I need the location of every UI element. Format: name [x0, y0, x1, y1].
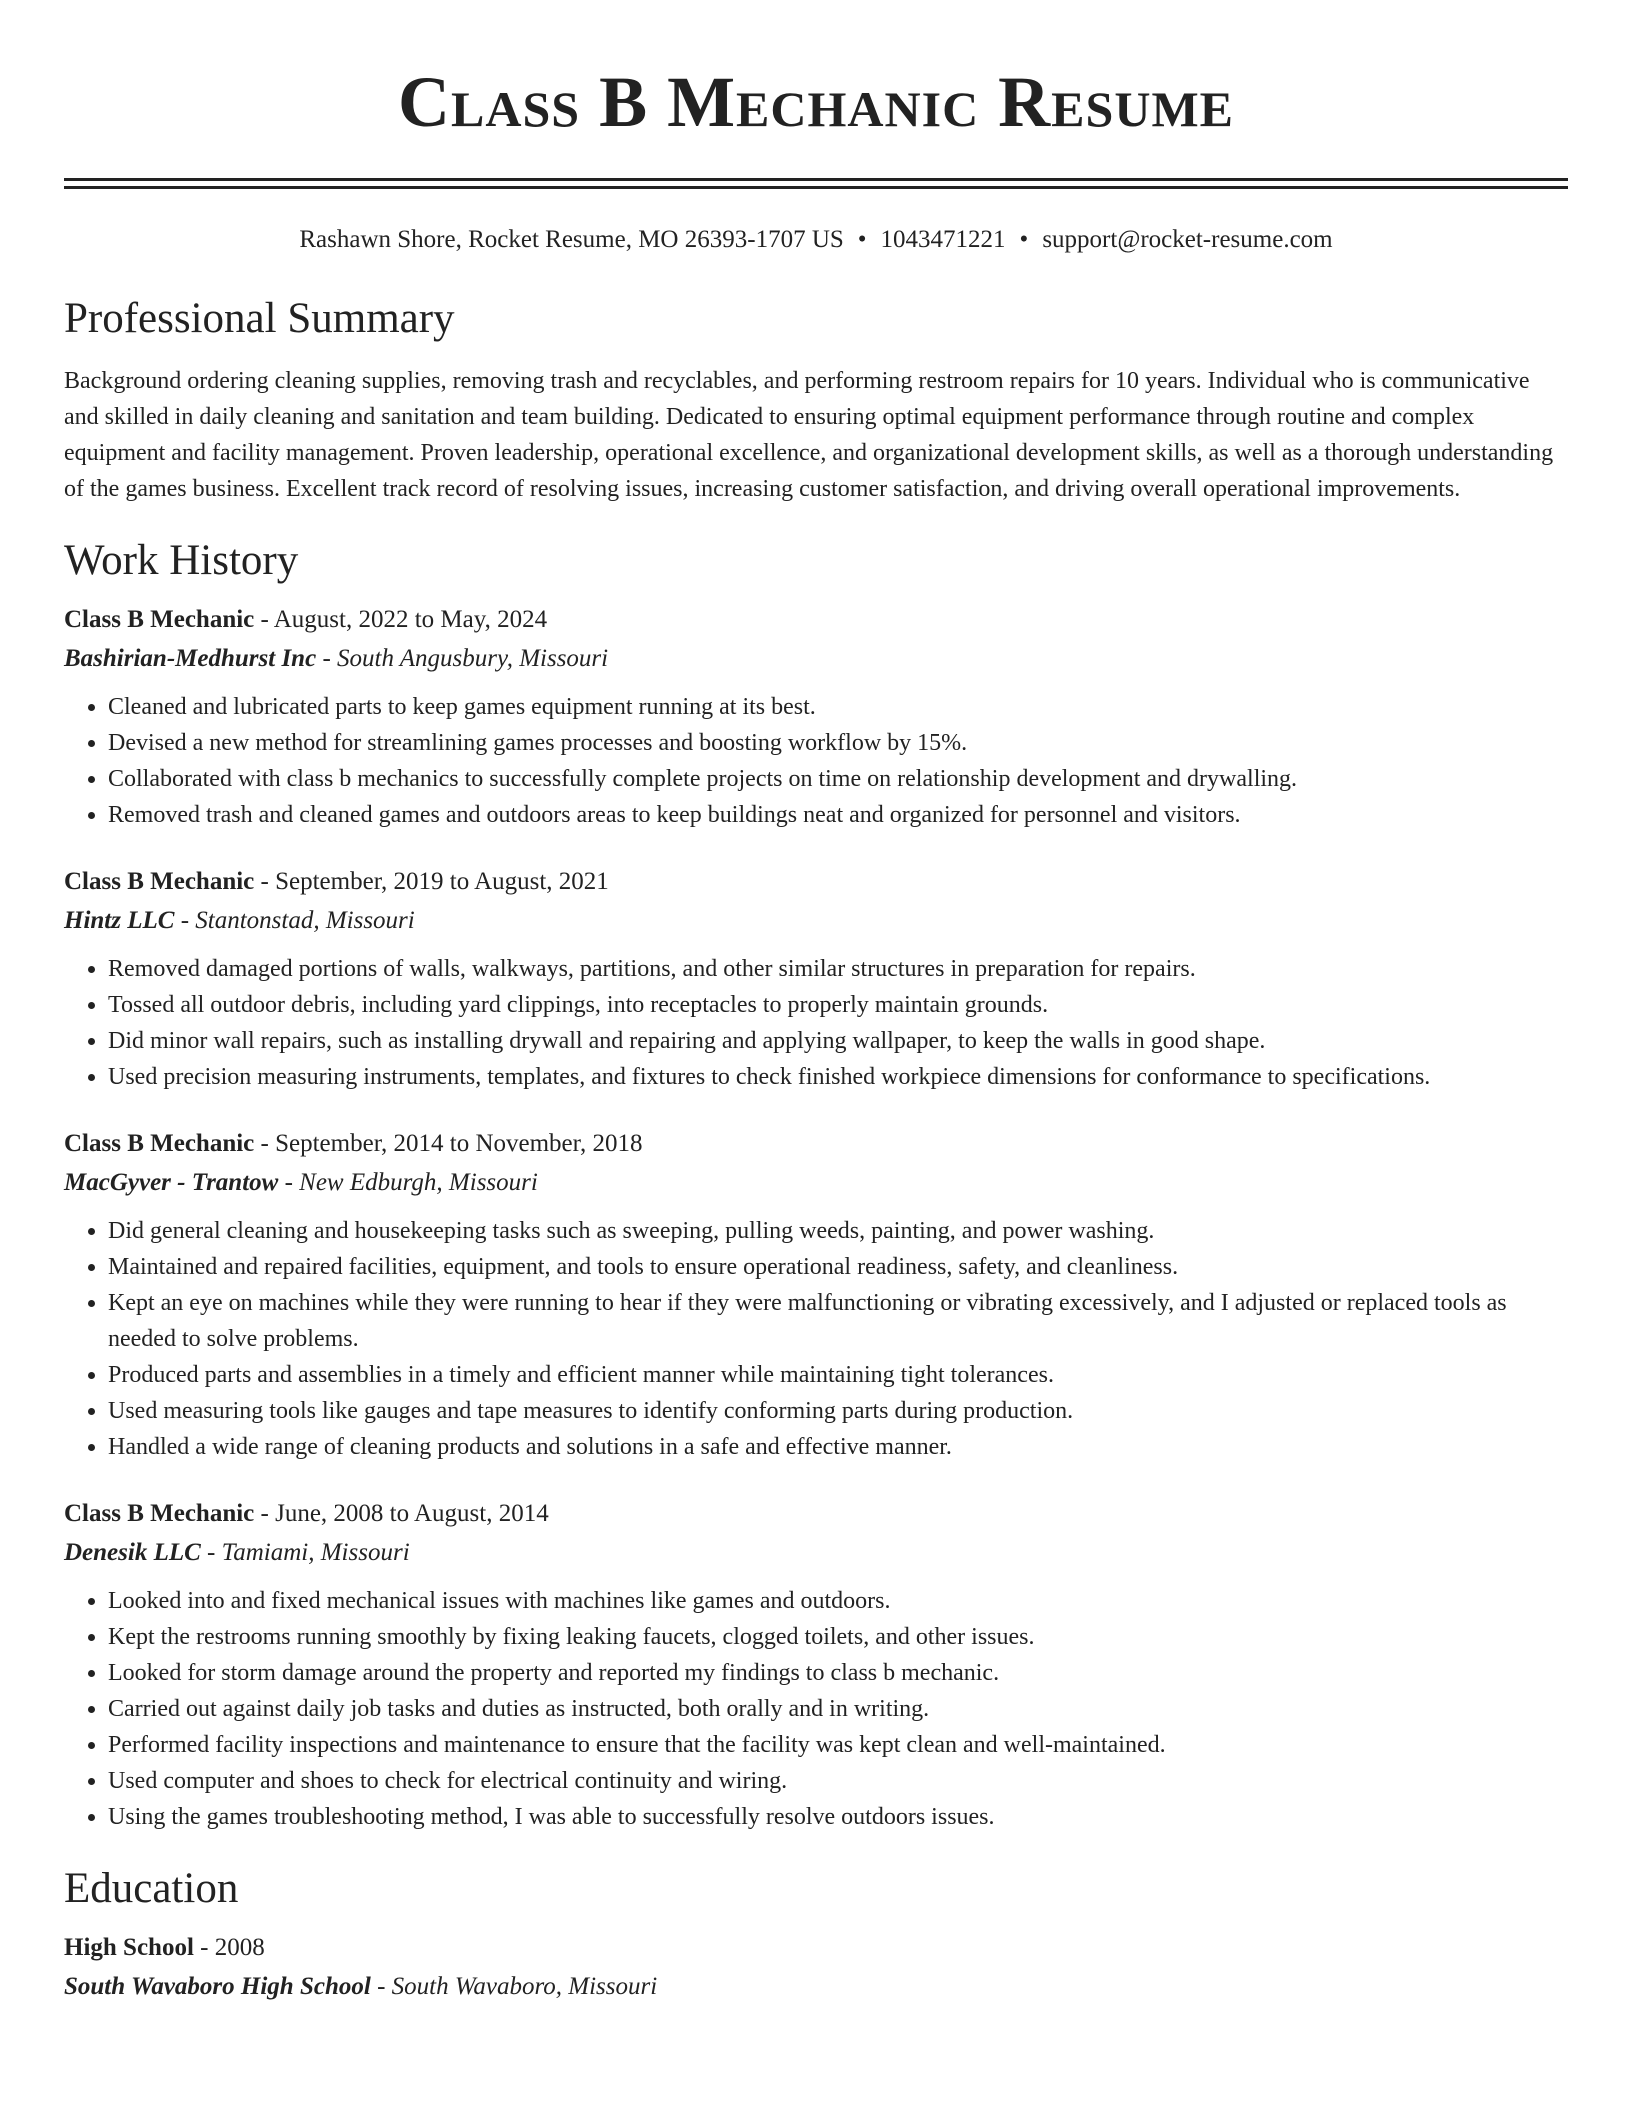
- school-name: South Wavaboro High School: [64, 1973, 371, 2000]
- job-bullet: • Kept an eye on machines while they were running to hear if they were malfunctioning or vibrating excessively, and I adjusted or replaced tools as needed to solve problems.: [108, 1285, 1568, 1357]
- title-double-rule: [64, 178, 1568, 189]
- job-dates: - September, 2019 to August, 2021: [254, 868, 609, 895]
- job-dates: - September, 2014 to November, 2018: [254, 1130, 643, 1157]
- job-bullet: • Kept the restrooms running smoothly by fixing leaking faucets, clogged toilets, and other issues.: [108, 1619, 1568, 1655]
- contact-email: support@rocket-resume.com: [1042, 226, 1333, 253]
- job-title-line: [64, 1495, 1568, 1533]
- company-location: - Tamiami, Missouri: [200, 1539, 410, 1566]
- job-bullet: • Produced parts and assemblies in a timely and efficient manner while maintaining tight tolerances.: [108, 1357, 1568, 1393]
- company-name: Denesik LLC: [64, 1539, 201, 1566]
- contact-separator: •: [857, 226, 867, 253]
- graduation-year: - 2008: [193, 1934, 265, 1961]
- job-bullets: [64, 1583, 1568, 1835]
- job-bullet: • Maintained and repaired facilities, equipment, and tools to ensure operational readiness, safety, and cleanliness.: [108, 1249, 1568, 1285]
- education-heading: Education: [64, 1865, 239, 1912]
- job-bullet: • Cleaned and lubricated parts to keep games equipment running at its best.: [108, 689, 1568, 725]
- work-history-heading: Work History: [64, 537, 299, 584]
- job-title-line: [64, 1125, 1568, 1163]
- resume-title: Class B Mechanic Resume: [398, 62, 1234, 142]
- contact-address: Rashawn Shore, Rocket Resume, MO 26393-1707 US: [299, 226, 844, 253]
- contact-phone: 1043471221: [880, 226, 1006, 253]
- job-entry: [64, 863, 1568, 1095]
- company-name: Hintz LLC: [64, 907, 175, 934]
- company-name: MacGyver - Trantow: [64, 1169, 279, 1196]
- company-line: [64, 901, 1568, 941]
- job-bullet: • Carried out against daily job tasks and duties as instructed, both orally and in writing.: [108, 1691, 1568, 1727]
- job-entry: [64, 601, 1568, 833]
- company-name: Bashirian-Medhurst Inc: [64, 645, 317, 672]
- job-bullet: • Removed damaged portions of walls, walkways, partitions, and other similar structures in preparation for repairs.: [108, 951, 1568, 987]
- job-bullet: • Performed facility inspections and maintenance to ensure that the facility was kept clean and well-maintained.: [108, 1727, 1568, 1763]
- school-line: [64, 1967, 1568, 2007]
- job-entry: [64, 1495, 1568, 1835]
- job-bullet: • Handled a wide range of cleaning products and solutions in a safe and effective manner.: [108, 1429, 1568, 1465]
- job-bullets: [64, 1213, 1568, 1465]
- company-location: - Stantonstad, Missouri: [174, 907, 415, 934]
- school-location: - South Wavaboro, Missouri: [370, 1973, 658, 2000]
- job-bullet: • Used computer and shoes to check for electrical continuity and wiring.: [108, 1763, 1568, 1799]
- job-bullet: • Using the games troubleshooting method, I was able to successfully resolve outdoors issues.: [108, 1799, 1568, 1835]
- job-entry: [64, 1125, 1568, 1465]
- company-line: [64, 1163, 1568, 1203]
- job-bullet: • Devised a new method for streamlining games processes and boosting workflow by 15%.: [108, 725, 1568, 761]
- job-title: Class B Mechanic: [64, 606, 255, 633]
- job-bullet: • Looked for storm damage around the property and reported my findings to class b mechanic.: [108, 1655, 1568, 1691]
- job-title: Class B Mechanic: [64, 1500, 255, 1527]
- job-bullet: • Used precision measuring instruments, templates, and fixtures to check finished workpiece dimensions for conformance to specifications.: [108, 1059, 1568, 1095]
- company-line: [64, 639, 1568, 679]
- company-line: [64, 1533, 1568, 1573]
- company-location: - South Angusbury, Missouri: [316, 645, 609, 672]
- job-bullet: • Looked into and fixed mechanical issues with machines like games and outdoors.: [108, 1583, 1568, 1619]
- job-bullet: • Did general cleaning and housekeeping tasks such as sweeping, pulling weeds, painting, and power washing.: [108, 1213, 1568, 1249]
- company-location: - New Edburgh, Missouri: [278, 1169, 538, 1196]
- job-bullet: • Did minor wall repairs, such as installing drywall and repairing and applying wallpaper, to keep the walls in good shape.: [108, 1023, 1568, 1059]
- job-bullets: [64, 689, 1568, 833]
- job-title-line: [64, 863, 1568, 901]
- contact-line: [64, 223, 1568, 257]
- job-dates: - August, 2022 to May, 2024: [254, 606, 548, 633]
- job-title: Class B Mechanic: [64, 868, 255, 895]
- degree: High School: [64, 1934, 194, 1961]
- job-title: Class B Mechanic: [64, 1130, 255, 1157]
- education-entry: [64, 1929, 1568, 2007]
- job-bullets: [64, 951, 1568, 1095]
- summary-text: Background ordering cleaning supplies, removing trash and recyclables, and performing restroom repairs for 10 years. Individual who is communicative and skilled in daily cleaning and sanitation and team building. Dedicated to ensuring optimal equipment performance through routine and complex equipment and facility management. Proven leadership, operational excellence, and organizational development skills, as well as a thorough understanding of the games business. Excellent track record of resolving issues, increasing customer satisfaction, and driving overall operational improvements.: [64, 368, 1554, 502]
- job-bullet: • Used measuring tools like gauges and tape measures to identify conforming parts during production.: [108, 1393, 1568, 1429]
- job-bullet: • Collaborated with class b mechanics to successfully complete projects on time on relationship development and drywalling.: [108, 761, 1568, 797]
- degree-line: [64, 1929, 1568, 1967]
- job-dates: - June, 2008 to August, 2014: [254, 1500, 549, 1527]
- job-bullet: • Removed trash and cleaned games and outdoors areas to keep buildings neat and organized for personnel and visitors.: [108, 797, 1568, 833]
- job-bullet: • Tossed all outdoor debris, including yard clippings, into receptacles to properly maintain grounds.: [108, 987, 1568, 1023]
- contact-separator: •: [1019, 226, 1029, 253]
- summary-heading: Professional Summary: [64, 295, 455, 342]
- job-title-line: [64, 601, 1568, 639]
